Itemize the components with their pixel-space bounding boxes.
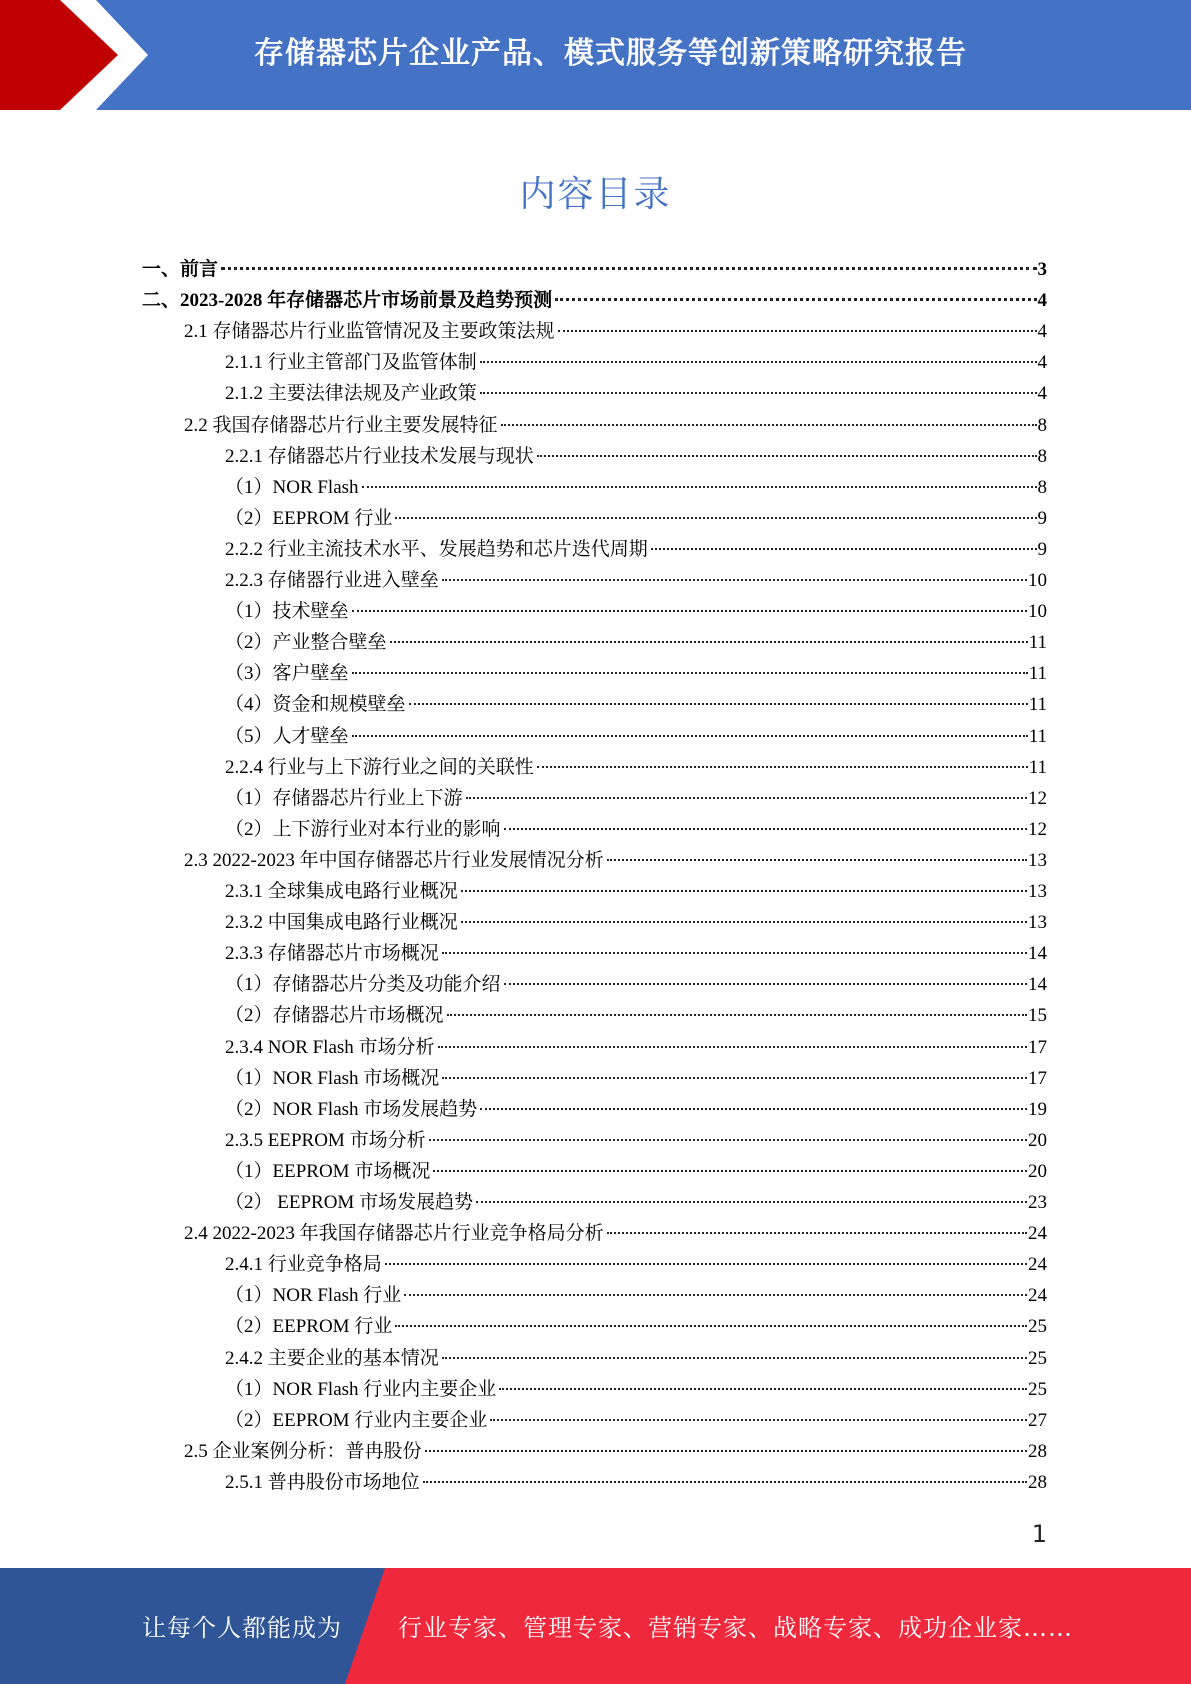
toc-entry[interactable]	[225, 1374, 1047, 1405]
toc-entry-page: 8	[1037, 445, 1047, 467]
toc-entry-page: 24	[1028, 1285, 1047, 1307]
toc-entry[interactable]	[142, 285, 1047, 316]
toc-entry-label: 2.3.1 全球集成电路行业概况	[225, 881, 458, 902]
toc-entry[interactable]	[225, 1280, 1047, 1311]
toc-entry[interactable]	[225, 1125, 1047, 1156]
toc-dot-leader	[438, 1046, 1027, 1048]
toc-entry-page: 13	[1028, 912, 1047, 934]
toc-entry-label: 2.1.2 主要法律法规及产业政策	[225, 383, 477, 405]
toc-entry[interactable]	[184, 845, 1047, 876]
toc-dot-leader	[501, 424, 1037, 426]
toc-entry-page: 25	[1028, 1316, 1047, 1338]
toc-dot-leader	[466, 797, 1027, 799]
toc-entry-page: 8	[1037, 476, 1047, 498]
toc-entry-page: 10	[1028, 570, 1047, 591]
toc-entry[interactable]	[225, 1405, 1047, 1436]
toc-dot-leader	[558, 330, 1037, 332]
toc-dot-leader	[362, 486, 1037, 488]
toc-entry-label: （2）产业整合壁垒	[225, 632, 387, 654]
toc-dot-leader	[352, 735, 1028, 737]
toc-entry-label: （1）NOR Flash 行业	[225, 1285, 402, 1307]
toc-entry-page: 20	[1028, 1160, 1047, 1182]
toc-entry[interactable]	[184, 410, 1047, 441]
toc-entry-label: （1）NOR Flash 市场概况	[225, 1067, 440, 1089]
toc-dot-leader	[429, 1139, 1027, 1141]
toc-entry[interactable]	[225, 938, 1047, 969]
toc-entry-label: 2.2.1 存储器芯片行业技术发展与现状	[225, 445, 534, 467]
toc-entry-label: （1）存储器芯片分类及功能介绍	[225, 974, 501, 996]
toc-entry[interactable]	[184, 1218, 1047, 1249]
toc-entry-page: 23	[1028, 1192, 1047, 1213]
toc-entry-label: 2.1.1 行业主管部门及监管体制	[225, 352, 477, 374]
toc-entry-label: 2.4 2022-2023 年我国存储器芯片行业竞争格局分析	[184, 1223, 604, 1245]
toc-entry-page: 11	[1028, 694, 1047, 716]
toc-entry-label: （2） EEPROM 市场发展趋势	[225, 1192, 474, 1213]
toc-entry-label: （2）NOR Flash 市场发展趋势	[225, 1098, 478, 1120]
toc-entry-label: 2.3.4 NOR Flash 市场分析	[225, 1036, 435, 1058]
toc-entry[interactable]	[225, 1249, 1047, 1280]
toc-dot-leader	[490, 1419, 1027, 1421]
toc-entry-page: 24	[1028, 1223, 1047, 1245]
toc-entry-page: 12	[1028, 787, 1047, 809]
toc-entry-page: 27	[1028, 1409, 1047, 1431]
toc-entry-page: 17	[1028, 1036, 1047, 1058]
footer-slogan-right: 行业专家、管理专家、营销专家、战略专家、成功企业家……	[398, 1614, 1073, 1642]
toc-entry-page: 8	[1037, 414, 1047, 436]
toc-entry-page: 9	[1037, 507, 1047, 529]
toc-entry[interactable]	[225, 1000, 1047, 1031]
toc-entry[interactable]	[225, 1063, 1047, 1094]
toc-entry[interactable]	[225, 658, 1047, 689]
page-footer-banner	[0, 1568, 1191, 1684]
toc-entry-label: （2）EEPROM 行业	[225, 507, 393, 529]
toc-entry-page: 28	[1028, 1440, 1047, 1462]
toc-dot-leader	[395, 1325, 1027, 1327]
toc-entry[interactable]	[225, 472, 1047, 503]
toc-entry-label: （5）人才壁垒	[225, 725, 349, 747]
toc-dot-leader	[476, 1201, 1027, 1203]
toc-entry-page: 4	[1037, 321, 1047, 343]
toc-entry[interactable]	[225, 596, 1047, 627]
toc-entry[interactable]	[184, 1436, 1047, 1467]
toc-entry-page: 11	[1028, 756, 1047, 778]
toc-entry-page: 20	[1028, 1129, 1047, 1151]
toc-entry-label: （2）EEPROM 行业内主要企业	[225, 1409, 488, 1431]
toc-entry-label: （2）上下游行业对本行业的影响	[225, 818, 501, 840]
toc-entry-page: 12	[1028, 818, 1047, 840]
toc-dot-leader	[461, 890, 1027, 892]
toc-dot-leader	[480, 392, 1037, 394]
toc-entry-page: 4	[1037, 383, 1047, 405]
toc-entry[interactable]	[225, 347, 1047, 378]
toc-entry-label: 2.2.2 行业主流技术水平、发展趋势和芯片迭代周期	[225, 538, 648, 560]
toc-entry[interactable]	[225, 534, 1047, 565]
toc-dot-leader	[423, 1481, 1027, 1483]
toc-entry[interactable]	[225, 1311, 1047, 1342]
toc-entry[interactable]	[225, 565, 1047, 596]
toc-entry-page: 17	[1028, 1067, 1047, 1089]
toc-entry-label: 2.4.1 行业竞争格局	[225, 1254, 382, 1276]
toc-entry-label: 2.3.5 EEPROM 市场分析	[225, 1129, 426, 1151]
toc-dot-leader	[442, 579, 1027, 581]
toc-entry[interactable]	[225, 689, 1047, 720]
toc-entry[interactable]	[225, 969, 1047, 1000]
toc-dot-leader	[442, 1077, 1027, 1079]
toc-entry[interactable]	[225, 876, 1047, 907]
toc-entry-page: 14	[1028, 974, 1047, 996]
toc-entry-label: （3）客户壁垒	[225, 663, 349, 685]
toc-dot-leader	[221, 267, 1036, 270]
toc-dot-leader	[537, 766, 1028, 768]
toc-entry[interactable]	[225, 1343, 1047, 1374]
toc-entry-page: 25	[1028, 1378, 1047, 1400]
toc-dot-leader	[390, 641, 1028, 643]
toc-dot-leader	[385, 1263, 1027, 1265]
toc-entry-label: （1）技术壁垒	[225, 601, 349, 623]
toc-entry-label: 2.3 2022-2023 年中国存储器芯片行业发展情况分析	[184, 849, 604, 871]
toc-entry[interactable]	[225, 1094, 1047, 1125]
toc-entry-page: 13	[1028, 849, 1047, 871]
toc-entry-label: 2.2.4 行业与上下游行业之间的关联性	[225, 756, 534, 778]
toc-entry[interactable]	[225, 1156, 1047, 1187]
toc-entry-label: （1）NOR Flash 行业内主要企业	[225, 1378, 497, 1400]
toc-dot-leader	[442, 1357, 1027, 1359]
page-number: 1	[1031, 1520, 1047, 1548]
toc-entry-page: 28	[1028, 1471, 1047, 1493]
toc-heading: 内容目录	[519, 174, 672, 215]
toc-entry-label: 2.3.2 中国集成电路行业概况	[225, 912, 458, 934]
toc-entry[interactable]	[225, 783, 1047, 814]
toc-entry[interactable]	[225, 378, 1047, 409]
toc-dot-leader	[504, 983, 1027, 985]
toc-dot-leader	[425, 1450, 1027, 1452]
toc-entry-page: 14	[1028, 943, 1047, 965]
toc-entry[interactable]	[225, 907, 1047, 938]
toc-entry-page: 19	[1028, 1098, 1047, 1120]
toc-entry-label: （1）EEPROM 市场概况	[225, 1160, 431, 1182]
toc-dot-leader	[447, 1014, 1027, 1016]
toc-dot-leader	[499, 1388, 1027, 1390]
toc-entry-label: 2.4.2 主要企业的基本情况	[225, 1347, 439, 1369]
toc-entry-label: （2）EEPROM 行业	[225, 1316, 393, 1338]
toc-dot-leader	[651, 548, 1037, 550]
toc-entry-page: 11	[1028, 663, 1047, 685]
toc-entry[interactable]	[225, 441, 1047, 472]
toc-dot-leader	[352, 672, 1028, 674]
toc-entry-page: 13	[1028, 881, 1047, 902]
toc-entry[interactable]	[225, 1032, 1047, 1063]
toc-entry-label: （2）存储器芯片市场概况	[225, 1005, 444, 1027]
toc-dot-leader	[352, 610, 1027, 612]
toc-dot-leader	[433, 1170, 1027, 1172]
footer-slogan-left: 让每个人都能成为	[142, 1614, 342, 1642]
toc-entry-label: （4）资金和规模壁垒	[225, 694, 406, 716]
toc-dot-leader	[607, 1232, 1027, 1234]
toc-dot-leader	[409, 703, 1028, 705]
toc-entry-label: 2.2.3 存储器行业进入壁垒	[225, 570, 439, 591]
toc-dot-leader	[537, 455, 1037, 457]
toc-dot-leader	[555, 298, 1036, 301]
toc-entry-label: 2.3.3 存储器芯片市场概况	[225, 943, 439, 965]
toc-entry-page: 24	[1028, 1254, 1047, 1276]
toc-entry-label: 2.5 企业案例分析：普冉股份	[184, 1440, 422, 1462]
toc-dot-leader	[480, 361, 1037, 363]
toc-dot-leader	[404, 1294, 1027, 1296]
toc-entry-page: 11	[1028, 632, 1047, 654]
toc-entry-page: 3	[1037, 259, 1047, 280]
toc-dot-leader	[442, 952, 1027, 954]
toc-dot-leader	[480, 1108, 1027, 1110]
toc-dot-leader	[461, 921, 1027, 923]
toc-entry[interactable]	[142, 254, 1047, 285]
toc-entry-page: 4	[1037, 290, 1047, 312]
toc-entry[interactable]	[225, 752, 1047, 783]
toc-entry-page: 4	[1037, 352, 1047, 374]
toc-entry-label: 2.1 存储器芯片行业监管情况及主要政策法规	[184, 321, 555, 343]
report-title: 存储器芯片企业产品、模式服务等创新策略研究报告	[254, 36, 967, 71]
toc-dot-leader	[504, 828, 1027, 830]
toc-entry-label: 二、2023-2028 年存储器芯片市场前景及趋势预测	[142, 290, 553, 312]
toc-entry-page: 11	[1028, 725, 1047, 747]
toc-entry[interactable]	[184, 316, 1047, 347]
toc-entry-page: 25	[1028, 1347, 1047, 1369]
toc-entry-label: （1）存储器芯片行业上下游	[225, 787, 463, 809]
toc-dot-leader	[395, 517, 1036, 519]
toc-entry-page: 10	[1028, 601, 1047, 623]
toc-entry[interactable]	[225, 721, 1047, 752]
toc-entry[interactable]	[225, 503, 1047, 534]
toc-entry-label: （1）NOR Flash	[225, 476, 359, 498]
toc-entry-page: 9	[1037, 538, 1047, 560]
toc-entry[interactable]	[225, 1187, 1047, 1218]
toc-entry[interactable]	[225, 1467, 1047, 1498]
toc-dot-leader	[607, 859, 1027, 861]
toc-entry-label: 2.5.1 普冉股份市场地位	[225, 1471, 420, 1493]
toc-entry-label: 一、前言	[142, 259, 219, 280]
toc-entry[interactable]	[225, 814, 1047, 845]
toc-entry[interactable]	[225, 627, 1047, 658]
page-header-banner	[0, 0, 1191, 110]
toc-entry-page: 15	[1028, 1005, 1047, 1027]
toc-entry-label: 2.2 我国存储器芯片行业主要发展特征	[184, 414, 498, 436]
